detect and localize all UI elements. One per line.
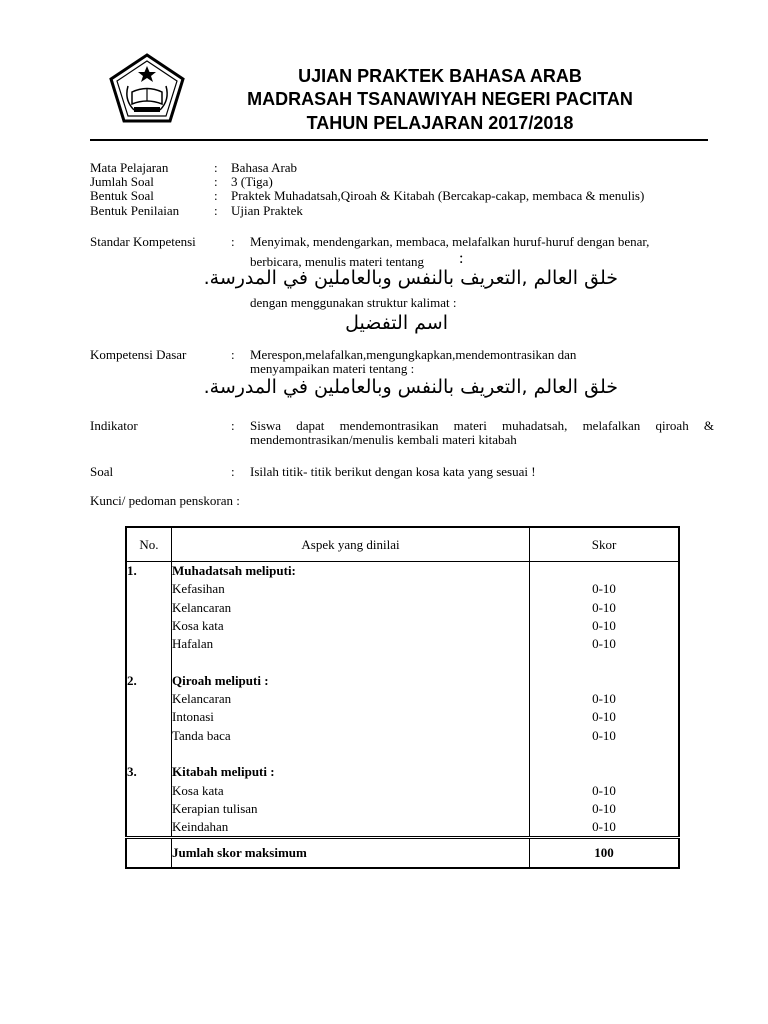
ministry-logo xyxy=(108,52,186,124)
score-value: 0-10 xyxy=(592,819,616,835)
group-number: 3. xyxy=(127,764,137,780)
number-column xyxy=(126,562,172,838)
header-divider xyxy=(90,139,708,141)
total-row xyxy=(126,838,679,869)
aspect-item: Kefasihan xyxy=(172,581,225,597)
header-skor: Skor xyxy=(530,527,680,562)
score-value: 0-10 xyxy=(592,617,616,633)
soal-text: Isilah titik- titik berikut dengan kosa kata yang sesuai ! xyxy=(250,464,536,479)
info-sep: : xyxy=(214,203,218,218)
score-value: 0-10 xyxy=(592,709,616,725)
standar-arabic-text: خلق العالم ,التعريف بالنفس وبالعاملين في المدرسة. xyxy=(203,267,618,289)
aspect-item: Kosa kata xyxy=(172,782,224,798)
info-value-bentuk-soal: Praktek Muhadatsah,Qiroah & Kitabah (Bercakap-cakap, membaca & menulis) xyxy=(231,188,645,203)
group-title: Qiroah meliputi : xyxy=(172,672,269,688)
aspect-item: Kelancaran xyxy=(172,691,232,707)
aspect-item: Hafalan xyxy=(172,636,214,652)
table-body-row xyxy=(126,562,679,838)
header-no: No. xyxy=(126,527,172,562)
aspect-item: Keindahan xyxy=(172,819,229,835)
standar-sep: : xyxy=(231,234,235,249)
kompetensi-sep: : xyxy=(231,347,235,362)
kompetensi-text-line1: Merespon,melafalkan,mengungkapkan,mendemontrasikan dan xyxy=(250,347,577,362)
score-value: 0-10 xyxy=(592,800,616,816)
kompetensi-text-line2: menyampaikan materi tentang : xyxy=(250,361,415,376)
info-label-mata-pelajaran: Mata Pelajaran xyxy=(90,160,169,175)
kunci-label: Kunci/ pedoman penskoran : xyxy=(90,493,240,508)
score-column xyxy=(530,562,680,838)
indikator-text-line2: mendemontrasikan/menulis kembali materi kitabah xyxy=(250,432,517,447)
info-label-bentuk-soal: Bentuk Soal xyxy=(90,188,154,203)
info-label-bentuk-penilaian: Bentuk Penilaian xyxy=(90,203,180,218)
standar-colon: : xyxy=(459,250,464,267)
standar-text-line1: Menyimak, mendengarkan, membaca, melafalkan huruf-huruf dengan benar, xyxy=(250,234,650,249)
group-number: 2. xyxy=(127,672,137,688)
info-sep: : xyxy=(214,160,218,175)
score-value: 0-10 xyxy=(592,782,616,798)
score-value: 0-10 xyxy=(592,636,616,652)
group-number: 1. xyxy=(127,563,137,578)
standar-text-line3: dengan menggunakan struktur kalimat : xyxy=(250,295,457,310)
kompetensi-label: Kompetensi Dasar xyxy=(90,347,187,362)
aspect-item: Kosa kata xyxy=(172,617,224,633)
total-label: Jumlah skor maksimum xyxy=(172,838,530,869)
total-value: 100 xyxy=(530,838,680,869)
info-sep: : xyxy=(214,174,218,189)
score-value: 0-10 xyxy=(592,691,616,707)
aspect-item: Kerapian tulisan xyxy=(172,800,258,816)
exam-title: UJIAN PRAKTEK BAHASA ARAB xyxy=(298,66,582,86)
indikator-text-line1: Siswa dapat mendemontrasikan materi muhadatsah, melafalkan qiroah & xyxy=(250,418,714,433)
soal-sep: : xyxy=(231,464,235,479)
soal-label: Soal xyxy=(90,464,114,479)
score-value: 0-10 xyxy=(592,599,616,615)
total-no-cell xyxy=(126,838,172,869)
academic-year: TAHUN PELAJARAN 2017/2018 xyxy=(306,113,574,133)
info-value-bentuk-penilaian: Ujian Praktek xyxy=(231,203,303,218)
group-title: Kitabah meliputi : xyxy=(172,764,275,780)
scoring-table xyxy=(125,526,680,869)
info-value-jumlah-soal: 3 (Tiga) xyxy=(231,174,273,189)
kompetensi-arabic-text: خلق العالم ,التعريف بالنفس وبالعاملين في المدرسة. xyxy=(203,376,618,398)
info-sep: : xyxy=(214,188,218,203)
info-label-jumlah-soal: Jumlah Soal xyxy=(90,174,154,189)
indikator-label: Indikator xyxy=(90,418,138,433)
header-aspek: Aspek yang dinilai xyxy=(172,527,530,562)
score-value: 0-10 xyxy=(592,727,616,743)
standar-text-line2: berbicara, menulis materi tentang xyxy=(250,254,424,269)
standar-arabic-structure: اسم التفضيل xyxy=(345,312,448,334)
aspect-item: Kelancaran xyxy=(172,599,232,615)
aspect-column xyxy=(172,562,530,838)
score-value: 0-10 xyxy=(592,581,616,597)
school-name: MADRASAH TSANAWIYAH NEGERI PACITAN xyxy=(247,89,633,109)
standar-label: Standar Kompetensi xyxy=(90,234,196,249)
indikator-sep: : xyxy=(231,418,235,433)
table-header-row xyxy=(126,527,679,562)
info-value-mata-pelajaran: Bahasa Arab xyxy=(231,160,298,175)
aspect-item: Intonasi xyxy=(172,709,214,725)
group-title: Muhadatsah meliputi: xyxy=(172,563,296,578)
aspect-item: Tanda baca xyxy=(172,727,231,743)
